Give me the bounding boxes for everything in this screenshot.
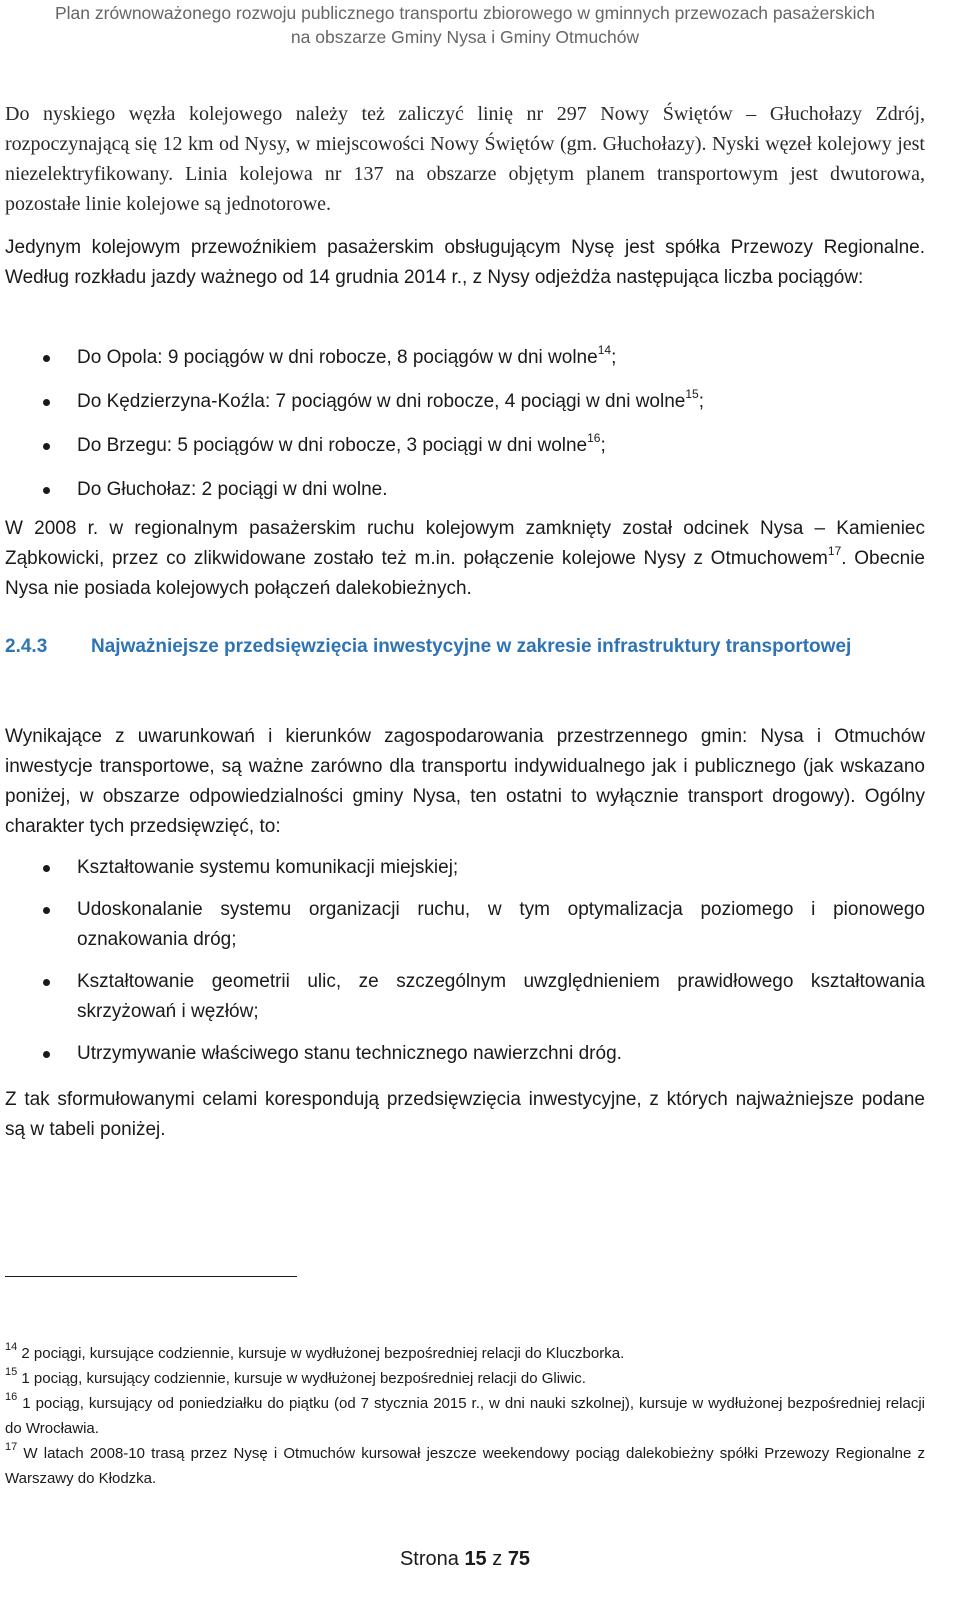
list-item-text: Do Kędzierzyna-Koźla: 7 pociągów w dni robocze, 4 pociągi w dni wolne (77, 391, 686, 412)
page-header (5, 0, 925, 49)
paragraph-carrier: Jedynym kolejowym przewoźnikiem pasażerskim obsługującym Nysę jest spółka Przewozy Regionalne. Według rozkładu jazdy ważnego od 14 grudnia 2014 r., z Nysy odjeżdża następująca liczba pociągów: (5, 237, 925, 288)
footnote (5, 1391, 925, 1441)
paragraph-railway-junction: Do nyskiego węzła kolejowego należy też zaliczyć linię nr 297 Nowy Świętów – Głuchołazy Zdrój, rozpoczynającą się 12 km od Nysy, w miejscowości Nowy Świętów (gm. Głuchołazy). Nyski węzeł kolejowy jest niezelektryfikowany. Linia kolejowa nr 137 na obszarze objętym planem transportowym jest dwutorowa, pozostałe linie kolejowe są jednotorowe. (5, 103, 925, 215)
paragraph-text: . Obecnie Nysa nie posiada kolejowych połączeń dalekobieżnych. (5, 548, 926, 599)
list-item (5, 475, 925, 519)
footnote (5, 1341, 925, 1366)
section-title: Najważniejsze przedsięwzięcia inwestycyjne w zakresie infrastruktury transportowej (91, 636, 852, 657)
footnote-ref[interactable]: 16 (587, 431, 601, 445)
list-item-end: ; (611, 347, 617, 368)
train-list (5, 343, 925, 519)
paragraph-table-intro: Z tak sformułowanymi celami korespondują przedsięwzięcia inwestycyjne, z których najważniejsze podane są w tabeli poniżej. (5, 1089, 925, 1140)
list-item-end: ; (600, 435, 606, 456)
footnote-number: 17 (5, 1441, 18, 1453)
page-number (5, 1546, 925, 1572)
footnote-number: 14 (5, 1341, 18, 1353)
list-item (5, 895, 925, 955)
footnote-text: 1 pociąg, kursujący od poniedziałku do piątku (od 7 stycznia 2015 r., w dni nauki szkolnej), kursuje w wydłużonej bezpośredniej relacji do Wrocławia. (5, 1395, 925, 1437)
list-item-text: Do Opola: 9 pociągów w dni robocze, 8 pociągów w dni wolne (77, 347, 598, 368)
total-pages: 75 (507, 1548, 531, 1570)
paragraph-investments: Wynikające z uwarunkowań i kierunków zagospodarowania przestrzennego gmin: Nysa i Otmuchów inwestycje transportowe, są ważne zarówno dla transportu indywidualnego jak i publicznego (jak wskazano poniżej, w obszarze odpowiedzialności gminy Nysa, ten ostatni to wyłącznie transport drogowy). Ogólny charakter tych przedsięwzięć, to: (5, 726, 925, 837)
footnote (5, 1366, 925, 1391)
list-item-text: Udoskonalanie systemu organizacji ruchu, w tym optymalizacja poziomego i pionowego oznakowania dróg; (77, 899, 925, 950)
list-item-text: Do Głuchołaz: 2 pociągi w dni wolne. (77, 479, 388, 500)
list-item (5, 967, 925, 1027)
current-page: 15 (464, 1548, 487, 1570)
list-item (5, 431, 925, 475)
footnotes (5, 1341, 925, 1491)
list-item (5, 1039, 925, 1069)
list-item-text: Kształtowanie geometrii ulic, ze szczególnym uwzględnieniem prawidłowego kształtowania skrzyżowań i węzłów; (77, 971, 925, 1022)
list-item (5, 387, 925, 431)
list-item-end: ; (698, 391, 704, 412)
header-line-1: Plan zrównoważonego rozwoju publicznego transportu zbiorowego w gminnych przewozach pasażerskich (54, 3, 876, 23)
paragraph-closures (5, 514, 925, 604)
footnote-ref[interactable]: 15 (685, 387, 699, 401)
investment-list (5, 853, 925, 1081)
list-item-text: Kształtowanie systemu komunikacji miejskiej; (77, 857, 459, 878)
footnote-text: 2 pociągi, kursujące codziennie, kursuje w wydłużonej bezpośredniej relacji do Kluczborka. (17, 1345, 625, 1362)
footnote-ref[interactable]: 17 (827, 544, 842, 558)
section-heading (5, 629, 925, 664)
page-separator: z (492, 1548, 503, 1570)
page-label: Strona (399, 1548, 459, 1570)
footnote-separator (5, 1276, 297, 1277)
list-item (5, 853, 925, 883)
section-number: 2.4.3 (5, 636, 48, 657)
list-item-text: Do Brzegu: 5 pociągów w dni robocze, 3 pociągi w dni wolne (77, 435, 588, 456)
footnote-number: 16 (5, 1391, 18, 1403)
footnote (5, 1441, 925, 1491)
footnote-ref[interactable]: 14 (597, 343, 612, 357)
list-item-text: Utrzymywanie właściwego stanu technicznego nawierzchni dróg. (77, 1043, 622, 1064)
footnote-number: 15 (5, 1366, 18, 1378)
paragraph-text: W 2008 r. w regionalnym pasażerskim ruchu kolejowym zamknięty został odcinek Nysa – Kamieniec Ząbkowicki, przez co zlikwidowane zostało też m.in. połączenie kolejowe Nysy z Otmuchowem (5, 518, 925, 569)
footnote-text: W latach 2008-10 trasą przez Nysę i Otmuchów kursował jeszcze weekendowy pociąg dalekobieżny spółki Przewozy Regionalne z Warszawy do Kłodzka. (5, 1445, 925, 1487)
list-item (5, 343, 925, 387)
document-page (5, 0, 926, 1570)
header-line-2: na obszarze Gminy Nysa i Gminy Otmuchów (290, 27, 640, 47)
footnote-text: 1 pociąg, kursujący codziennie, kursuje w wydłużonej bezpośredniej relacji do Gliwic. (17, 1370, 586, 1387)
